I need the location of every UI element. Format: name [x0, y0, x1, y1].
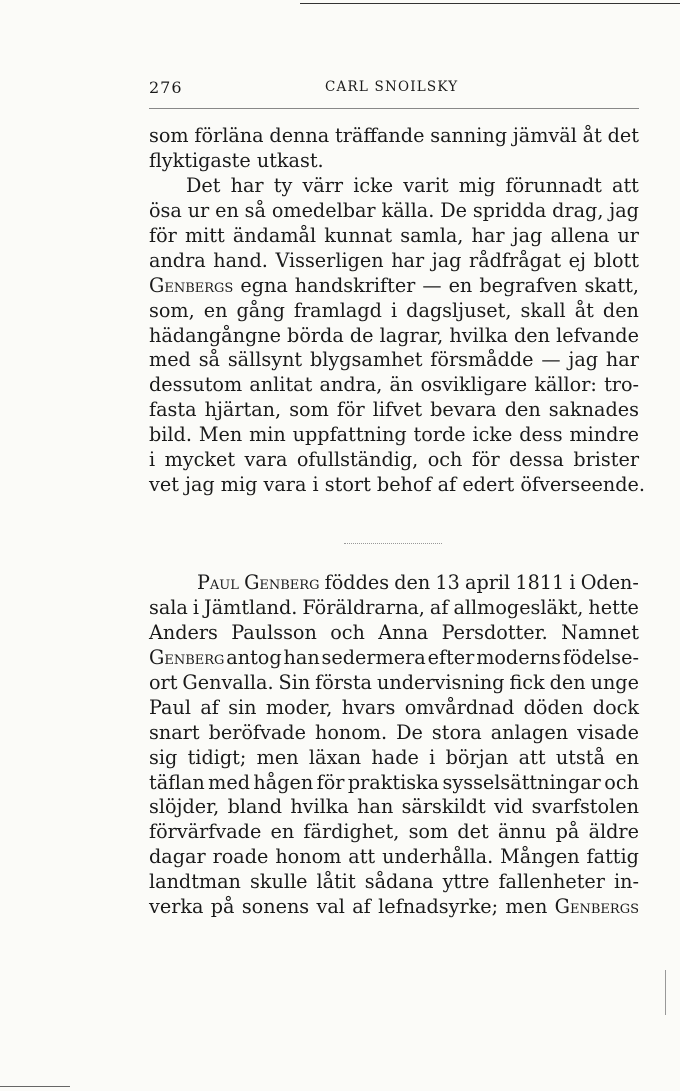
word: att — [348, 845, 376, 869]
word: har — [391, 248, 425, 272]
word: dessa — [509, 448, 564, 472]
word: mitt — [184, 223, 225, 247]
word: 1811 — [515, 571, 565, 594]
word: de — [349, 323, 374, 347]
word: förläna — [194, 124, 264, 147]
paragraph-biography — [149, 571, 639, 920]
word: Mången — [500, 845, 580, 869]
line-words — [149, 795, 639, 820]
word: 13 — [435, 571, 460, 594]
word: som — [408, 820, 449, 844]
word: börda — [287, 323, 344, 347]
word: utkast. — [256, 148, 324, 172]
body-text-lower — [149, 571, 639, 920]
word: försmådde — [430, 348, 534, 372]
word: än — [389, 373, 414, 397]
word: den — [549, 670, 586, 694]
text-line — [149, 224, 639, 249]
word: praktiska — [347, 770, 440, 794]
text-line — [149, 299, 639, 324]
word: drag, — [552, 198, 604, 222]
word: hade — [371, 745, 419, 769]
text-line — [149, 746, 639, 771]
word: anlitat — [249, 373, 313, 397]
word: vara — [244, 448, 288, 472]
word: handskrifter — [294, 273, 416, 297]
text-line — [149, 423, 639, 448]
running-title: CARL SNOILSKY — [325, 79, 459, 95]
word: andra — [149, 248, 206, 272]
word: att — [518, 745, 546, 769]
line-words — [149, 820, 639, 845]
right-edge-mark — [665, 970, 666, 1015]
section-divider — [344, 543, 442, 544]
word: öfverseende. — [520, 473, 646, 497]
word: och — [330, 620, 365, 644]
word: han — [357, 795, 394, 819]
word: hjärtan, — [204, 398, 282, 422]
line-words — [149, 324, 639, 349]
word: Persdotter. — [441, 620, 548, 644]
word: jag — [185, 473, 215, 497]
word: Paul — [197, 571, 239, 594]
text-line — [149, 324, 639, 349]
word: jag — [609, 198, 639, 222]
line-words — [149, 149, 324, 172]
word: mindre — [569, 423, 639, 447]
word: så — [198, 348, 220, 372]
word: Oden- — [580, 571, 639, 594]
text-line — [149, 348, 639, 373]
word: min — [249, 423, 286, 447]
word: bild. — [149, 423, 192, 447]
word: döden — [523, 695, 584, 719]
word: Genvalla. — [182, 670, 274, 694]
word: ej — [568, 248, 586, 272]
word: men — [505, 895, 548, 919]
word: äldre — [588, 820, 639, 844]
line-words — [149, 746, 639, 771]
word: hvars — [341, 695, 396, 719]
line-words — [149, 373, 639, 398]
word: den — [602, 298, 639, 322]
word: verka — [149, 895, 204, 919]
word: Namnet — [561, 620, 639, 644]
text-line — [149, 174, 639, 199]
line-words — [149, 398, 639, 423]
word: utstå — [555, 745, 605, 769]
word: behof — [376, 473, 432, 497]
word: på — [555, 820, 580, 844]
word: Anna — [378, 620, 429, 644]
word: torde — [413, 423, 466, 447]
text-line — [149, 398, 639, 423]
word: — — [422, 273, 442, 297]
word: De — [440, 198, 467, 222]
line-words — [149, 596, 639, 621]
word: varit — [403, 173, 449, 197]
text-line — [149, 571, 639, 596]
top-edge-rule — [300, 3, 680, 4]
word: blott — [593, 248, 639, 272]
word: anlagen — [490, 720, 569, 744]
word: edert — [462, 473, 515, 497]
word: sin — [228, 695, 257, 719]
word: dess — [519, 423, 563, 447]
word: en — [215, 198, 239, 222]
word: — — [541, 348, 561, 372]
word: jämväl — [512, 124, 577, 147]
word: andra, — [319, 373, 383, 397]
word: tro- — [604, 373, 639, 397]
word: af — [429, 595, 449, 619]
word: uppfattning — [292, 423, 407, 447]
word: Genberg — [244, 571, 320, 594]
word: har — [230, 173, 264, 197]
word: landtman — [149, 870, 241, 894]
text-line — [149, 870, 639, 895]
word: ännu — [497, 820, 547, 844]
word: rådfrågat — [469, 248, 562, 272]
word: allmogesläkt, — [453, 595, 584, 619]
line-words — [149, 199, 639, 224]
line-words — [149, 721, 639, 746]
text-line — [149, 721, 639, 746]
line-words — [149, 671, 639, 696]
word: särskildt — [401, 795, 486, 819]
word: begrafven — [479, 273, 578, 297]
word: moder, — [265, 695, 333, 719]
word: vet — [149, 473, 179, 497]
word: slöjder, — [149, 795, 220, 819]
word: dagar — [149, 845, 206, 869]
word: lefnadsyrke; — [378, 895, 499, 919]
word: hvilka — [449, 323, 508, 347]
word: med — [208, 770, 250, 794]
word: åt — [574, 298, 594, 322]
word: moderns — [476, 645, 561, 669]
text-line — [149, 596, 639, 621]
line-words — [149, 423, 639, 448]
word: skall — [520, 298, 566, 322]
word: har — [471, 223, 505, 247]
word: egna — [240, 273, 288, 297]
word: flyktigaste — [149, 148, 251, 172]
word: dessutom — [149, 373, 243, 397]
word: vara — [263, 473, 307, 497]
word: sig — [149, 745, 178, 769]
word: Paul — [149, 695, 191, 719]
word: första — [315, 670, 372, 694]
word: ur — [617, 223, 639, 247]
word: för — [316, 770, 345, 794]
word: färdighet, — [303, 820, 400, 844]
word: april — [465, 571, 511, 594]
word: förvärfvade — [149, 820, 262, 844]
paragraph-continuation — [149, 124, 639, 174]
word: den — [513, 323, 550, 347]
word: af — [200, 695, 219, 719]
word: blygsamhet — [310, 348, 423, 372]
word: som — [149, 124, 189, 147]
line-words — [149, 473, 645, 496]
word: antog — [226, 645, 282, 669]
word: tidigt; — [187, 745, 247, 769]
word: allena — [550, 223, 610, 247]
word: jag — [431, 248, 462, 272]
word: jag — [568, 348, 599, 372]
word: i — [192, 595, 200, 619]
word: i — [390, 298, 398, 322]
word: en — [270, 820, 295, 844]
text-line — [149, 199, 639, 224]
word: fick — [509, 670, 545, 694]
word: dagsljuset, — [406, 298, 512, 322]
word: saknades — [548, 398, 639, 422]
word: Sin — [278, 670, 311, 694]
word: ur — [187, 198, 210, 222]
word: och — [427, 448, 463, 472]
word: fattig — [586, 845, 639, 869]
word: födelse- — [562, 645, 639, 669]
word: stort — [324, 473, 371, 497]
line-words — [149, 249, 639, 274]
line-words — [149, 348, 639, 373]
word: underhålla. — [382, 845, 494, 869]
word: värr — [302, 173, 344, 197]
word: för — [149, 223, 177, 247]
word: Genberg — [149, 645, 225, 669]
word: på — [210, 895, 235, 919]
word: icke — [472, 423, 513, 447]
word: och — [604, 770, 639, 794]
header-rule — [149, 108, 639, 109]
word: en — [203, 298, 228, 322]
word: Visserligen — [275, 248, 384, 272]
word: som — [289, 398, 329, 422]
word: skatt, — [584, 273, 639, 297]
line-words — [186, 174, 639, 199]
word: hågen — [253, 770, 314, 794]
word: Det — [186, 173, 221, 197]
word: De — [396, 720, 423, 744]
word: Genbergs — [149, 273, 234, 297]
word: men — [256, 745, 299, 769]
word: framlagd — [293, 298, 382, 322]
word: Föräldrarna, — [302, 595, 425, 619]
line-words — [149, 448, 639, 473]
word: källa. — [381, 198, 435, 222]
text-line — [149, 373, 639, 398]
word: ösa — [149, 198, 182, 222]
text-line — [149, 274, 639, 299]
word: den — [394, 571, 431, 594]
line-words — [149, 771, 639, 796]
word: mig — [220, 473, 258, 497]
page-number: 276 — [149, 78, 183, 97]
word: sysselsättningar — [442, 770, 601, 794]
word: sedermera — [321, 645, 426, 669]
word: brister — [573, 448, 639, 472]
word: hand. — [213, 248, 268, 272]
text-line — [149, 771, 639, 796]
word: ofullständig, — [296, 448, 419, 472]
word: lagrar, — [379, 323, 444, 347]
word: en — [448, 273, 473, 297]
paragraph-sources — [149, 173, 646, 498]
word: hette — [588, 595, 639, 619]
word: som, — [149, 298, 195, 322]
word: val — [316, 895, 345, 919]
word: omvårdnad — [404, 695, 515, 719]
text-line — [149, 249, 639, 274]
word: vid — [494, 795, 524, 819]
word: i — [569, 571, 576, 594]
word: hvilka — [290, 795, 349, 819]
word: stora — [431, 720, 482, 744]
word: Men — [198, 423, 243, 447]
word: samla, — [400, 223, 464, 247]
word: lefvande — [556, 323, 639, 347]
line-words — [149, 124, 639, 149]
word: hädangångne — [149, 323, 281, 347]
word: ty — [273, 173, 293, 197]
line-words — [149, 845, 639, 870]
word: sådana — [364, 870, 434, 894]
word: gång — [236, 298, 285, 322]
text-line — [149, 646, 639, 671]
line-words — [149, 274, 639, 299]
word: det — [457, 820, 489, 844]
word: åt — [582, 124, 602, 147]
text-line — [149, 895, 639, 920]
word: täflan — [149, 770, 205, 794]
text-line — [149, 149, 639, 174]
word: jag — [512, 223, 543, 247]
word: sala — [149, 595, 188, 619]
bottom-edge-rule — [0, 1086, 70, 1087]
word: beröfvade — [208, 720, 306, 744]
word: honom — [275, 845, 342, 869]
word: har — [605, 348, 639, 372]
word: sanning — [430, 124, 508, 147]
word: kunnat — [324, 223, 393, 247]
word: läxan — [308, 745, 362, 769]
word: källor: — [534, 373, 597, 397]
word: unge — [590, 670, 639, 694]
text-line — [149, 621, 639, 646]
word: yttre — [442, 870, 490, 894]
word: träffande — [335, 124, 425, 147]
word: icke — [353, 173, 394, 197]
text-line — [149, 795, 639, 820]
word: skulle — [249, 870, 308, 894]
word: så — [244, 198, 266, 222]
word: efter — [427, 645, 475, 669]
line-words — [149, 621, 639, 646]
body-text-upper — [149, 124, 646, 498]
word: Jämtland. — [204, 595, 298, 619]
word: dock — [592, 695, 639, 719]
word: ändamål — [232, 223, 317, 247]
word: i — [149, 448, 156, 472]
word: Genbergs — [554, 895, 639, 919]
word: mig — [458, 173, 496, 197]
word: den — [504, 398, 541, 422]
word: början — [445, 745, 509, 769]
text-line — [149, 845, 639, 870]
line-words — [149, 870, 639, 895]
word: roade — [212, 845, 269, 869]
word: bevara — [430, 398, 497, 422]
text-line — [149, 820, 639, 845]
word: en — [615, 745, 639, 769]
text-line — [149, 671, 639, 696]
word: honom. — [314, 720, 388, 744]
word: fallenheter — [498, 870, 605, 894]
word: i — [429, 745, 436, 769]
word: undervisning — [376, 670, 505, 694]
word: föddes — [324, 571, 390, 594]
text-line — [149, 448, 639, 473]
word: svarfstolen — [531, 795, 639, 819]
word: han — [283, 645, 320, 669]
line-words — [149, 696, 639, 721]
word: Anders — [149, 620, 218, 644]
word: visade — [577, 720, 639, 744]
line-words — [149, 895, 639, 920]
word: af — [352, 895, 371, 919]
word: in- — [614, 870, 639, 894]
word: för — [471, 448, 500, 472]
word: förunnadt — [505, 173, 602, 197]
word: snart — [149, 720, 200, 744]
text-line — [149, 696, 639, 721]
word: bland — [227, 795, 283, 819]
word: omedelbar — [271, 198, 376, 222]
word: fasta — [149, 398, 197, 422]
word: Paulsson — [231, 620, 317, 644]
word: låtit — [316, 870, 356, 894]
text-line — [149, 124, 639, 149]
word: spridda — [472, 198, 547, 222]
word: för — [336, 398, 365, 422]
word: mycket — [164, 448, 236, 472]
word: ort — [149, 670, 178, 694]
word: sällsynt — [227, 348, 303, 372]
text-line — [149, 473, 646, 498]
word: det — [607, 124, 639, 147]
word: osvikligare — [420, 373, 528, 397]
word: att — [612, 173, 639, 197]
word: i — [312, 473, 319, 497]
word: denna — [269, 124, 330, 147]
word: lifvet — [372, 398, 423, 422]
word: med — [149, 348, 191, 372]
line-words — [197, 571, 639, 596]
page-header — [149, 78, 639, 102]
line-words — [149, 646, 639, 671]
word: af — [437, 473, 457, 497]
line-words — [149, 224, 639, 249]
line-words — [149, 299, 639, 324]
word: sonens — [241, 895, 310, 919]
